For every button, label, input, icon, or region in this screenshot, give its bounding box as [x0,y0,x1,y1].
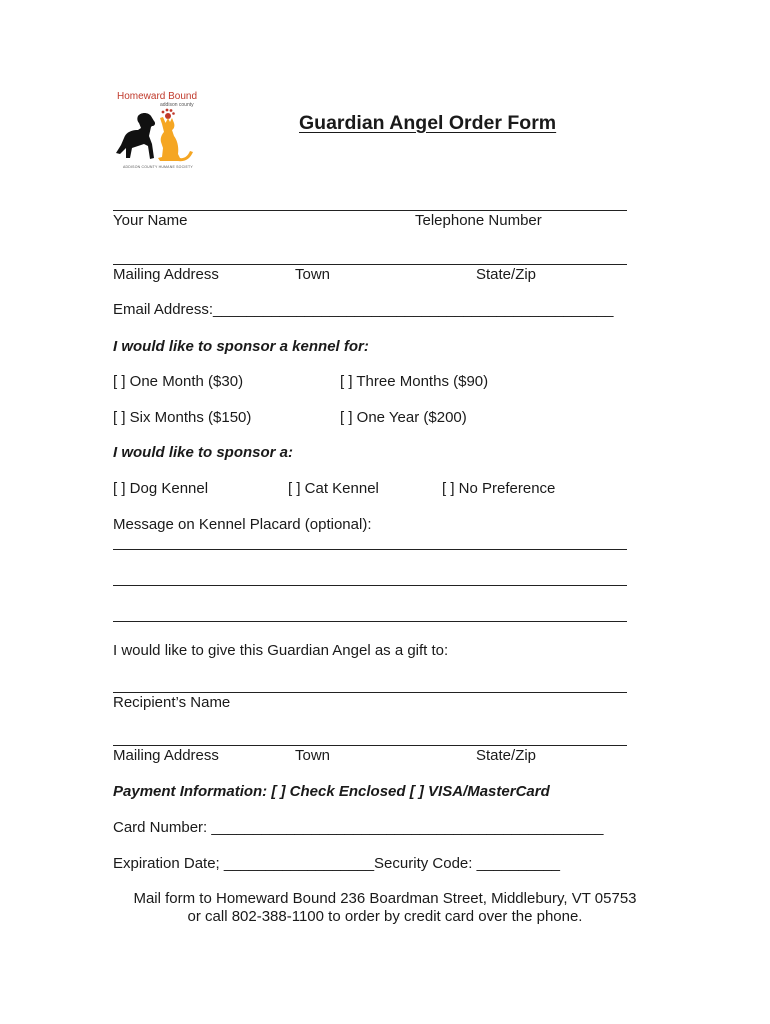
gift-mailing-address-label: Mailing Address [113,747,219,764]
your-name-label: Your Name [113,212,188,229]
gift-address-line[interactable] [113,745,627,746]
sponsor-heading: I would like to sponsor a: [113,444,294,461]
card-number-field[interactable]: Card Number: _______________________________________________ [113,819,604,836]
dog-silhouette [116,113,155,159]
dog-and-cat-icon [108,88,204,174]
recipient-name-label: Recipient’s Name [113,694,231,711]
option-cat-kennel[interactable]: [ ] Cat Kennel [288,480,379,497]
option-six-months[interactable]: [ ] Six Months ($150) [113,409,252,426]
email-field[interactable]: Email Address:________________________________________________ [113,301,614,318]
option-dog-kennel[interactable]: [ ] Dog Kennel [113,480,209,497]
address-line[interactable] [113,264,627,265]
footer-line-2: or call 802-388-1100 to order by credit card over the phone. [187,908,583,925]
expiration-security-field[interactable]: Expiration Date; __________________Security Code: __________ [113,855,561,872]
logo-subtitle: addison county [160,102,194,108]
telephone-label: Telephone Number [415,212,542,229]
message-label: Message on Kennel Placard (optional): [113,516,372,533]
gift-label: I would like to give this Guardian Angel as a gift to: [113,642,449,659]
option-three-months[interactable]: [ ] Three Months ($90) [340,373,489,390]
gift-town-label: Town [295,747,331,764]
option-one-month[interactable]: [ ] One Month ($30) [113,373,244,390]
option-one-year[interactable]: [ ] One Year ($200) [340,409,467,426]
option-no-preference[interactable]: [ ] No Preference [442,480,556,497]
message-line-1[interactable] [113,549,627,550]
paw-print-icon [162,109,175,119]
kennel-heading: I would like to sponsor a kennel for: [113,338,369,355]
footer-line-1: Mail form to Homeward Bound 236 Boardman Street, Middlebury, VT 05753 [133,890,637,907]
homeward-bound-logo [108,88,204,174]
page-title: Guardian Angel Order Form [299,112,557,134]
payment-information[interactable]: Payment Information: [ ] Check Enclosed [ ] VISA/MasterCard [113,783,550,800]
message-line-2[interactable] [113,585,627,586]
logo-name: Homeward Bound [117,91,198,102]
mailing-address-label: Mailing Address [113,266,219,283]
name-phone-line[interactable] [113,210,627,211]
state-zip-label: State/Zip [476,266,537,283]
logo-tagline: ADDISON COUNTY HUMANE SOCIETY [123,165,193,169]
recipient-line[interactable] [113,692,627,693]
town-label: Town [295,266,331,283]
gift-state-zip-label: State/Zip [476,747,537,764]
message-line-3[interactable] [113,621,627,622]
